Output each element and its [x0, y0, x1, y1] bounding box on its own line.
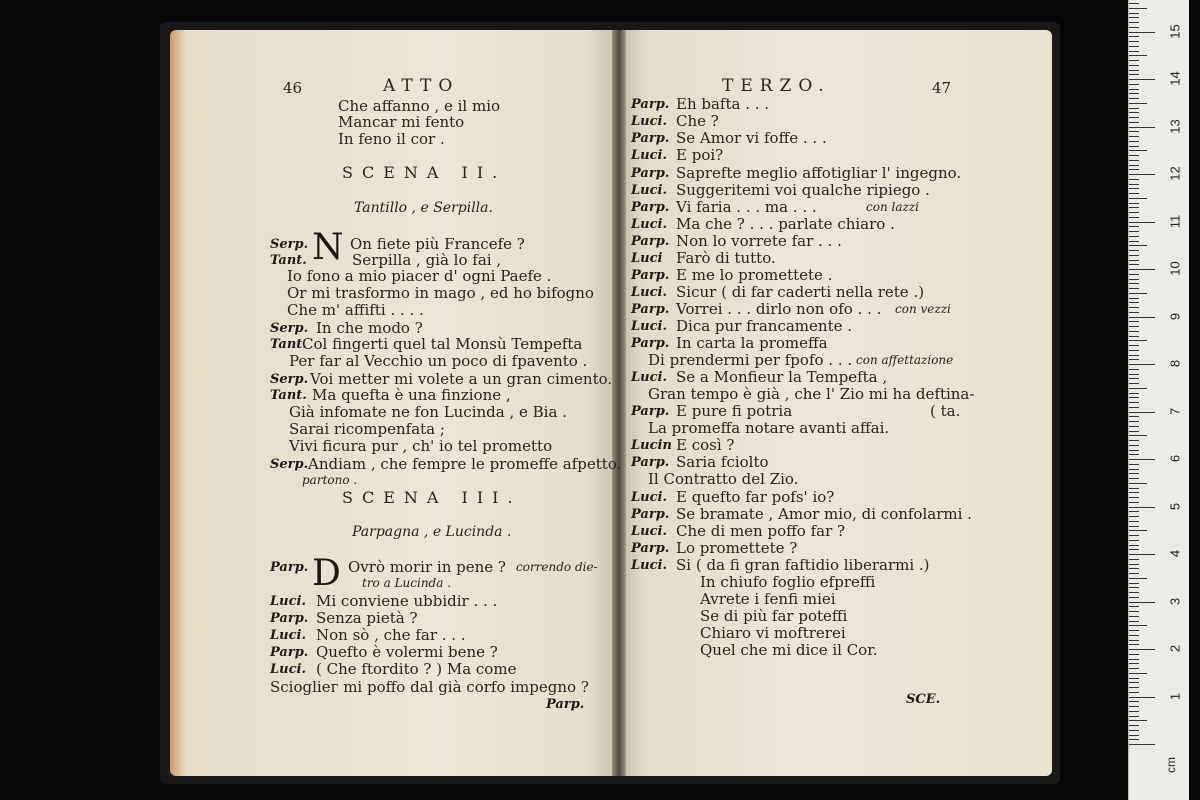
ruler-tick: [1129, 701, 1139, 702]
ruler-tick: [1129, 564, 1139, 565]
ruler-tick: [1129, 51, 1139, 52]
ruler-tick: [1129, 459, 1155, 460]
speaker-label: Luci.: [270, 662, 306, 677]
speaker-label: Parp.: [631, 404, 670, 419]
speaker-label: Luci.: [631, 524, 667, 539]
ruler-tick: [1129, 735, 1139, 736]
text-line: Parp.: [546, 697, 585, 712]
drop-cap: D: [312, 553, 341, 594]
text-line: Andiam , che fempre le promeffe afpetto.: [308, 455, 622, 473]
ruler-tick: [1129, 521, 1139, 522]
text-line: correndo die-: [516, 560, 598, 574]
ruler-tick: [1129, 146, 1139, 147]
ruler-tick: [1129, 79, 1155, 80]
ruler-number: 12: [1167, 166, 1183, 181]
text-line: On fiete più Francefe ?: [350, 235, 525, 253]
text-line: Tantillo , e Serpilla.: [354, 200, 493, 216]
ruler-tick: [1129, 55, 1147, 56]
ruler-tick: [1129, 730, 1139, 731]
ruler-tick: [1129, 697, 1155, 698]
text-line: Già infomate ne fon Lucinda , e Bia .: [289, 403, 567, 421]
ruler-number: 9: [1167, 312, 1183, 320]
ruler-tick: [1129, 222, 1155, 223]
ruler-tick: [1129, 421, 1139, 422]
text-line: SCENA III.: [342, 488, 522, 507]
ruler-tick: [1129, 22, 1139, 23]
ruler-tick: [1129, 231, 1139, 232]
ruler-tick: [1129, 298, 1139, 299]
ruler-tick: [1129, 217, 1139, 218]
speaker-label: Luci.: [631, 183, 667, 198]
ruler-tick: [1129, 70, 1139, 71]
ruler-tick: [1129, 616, 1139, 617]
ruler-tick: [1129, 602, 1155, 603]
ruler-tick: [1129, 160, 1139, 161]
speaker-label: Lucin: [631, 438, 672, 453]
text-line: Parpagna , e Lucinda .: [352, 524, 512, 540]
speaker-label: Luci.: [631, 114, 667, 129]
ruler-tick: [1129, 198, 1147, 199]
text-line: Mancar mi fento: [338, 113, 465, 131]
speaker-label: Parp.: [631, 302, 670, 317]
ruler-number: 10: [1167, 261, 1183, 276]
ruler-tick: [1129, 426, 1139, 427]
text-line: Quefto è volermi bene ?: [316, 643, 498, 661]
ruler-tick: [1129, 673, 1147, 674]
ruler-number: 1: [1167, 692, 1183, 700]
ruler-tick: [1129, 236, 1139, 237]
text-line: tro a Lucinda .: [362, 576, 452, 590]
page-number-left: 46: [283, 79, 303, 97]
ruler-tick: [1129, 250, 1139, 251]
text-line: Per far al Vecchio un poco di fpavento .: [289, 352, 588, 370]
ruler-tick: [1129, 184, 1139, 185]
running-head-right: TERZO.: [722, 76, 831, 96]
text-line: Sciogliег mi poffo dal già corfo impegno ?: [270, 678, 589, 696]
ruler-tick: [1129, 706, 1139, 707]
text-line: Eh bafta . . .: [676, 95, 770, 113]
ruler-tick: [1129, 440, 1139, 441]
text-line: In feno il cor .: [338, 130, 445, 148]
text-line: In che modo ?: [316, 319, 423, 337]
ruler-tick: [1129, 621, 1139, 622]
ruler-number: 15: [1167, 23, 1183, 39]
speaker-label: Luci.: [631, 217, 667, 232]
text-line: Vivi ficura pur , ch' io tel prometto: [289, 437, 553, 455]
text-line: Se di più far poteffi: [700, 607, 848, 625]
speaker-label: Serp.: [270, 457, 309, 472]
ruler-tick: [1129, 374, 1139, 375]
text-line: Avrete i fenfi miei: [700, 590, 836, 608]
ruler-tick: [1129, 587, 1139, 588]
speaker-label: Parp.: [631, 455, 670, 470]
ruler-tick: [1129, 93, 1139, 94]
ruler-tick: [1129, 103, 1147, 104]
text-line: Sicur ( di far caderti nella rete .): [676, 283, 925, 301]
text-line: Che di men poffo far ?: [676, 522, 846, 540]
text-line: Serpilla , già lo fai ,: [352, 251, 502, 269]
text-line: Non lo vorrete far . . .: [676, 232, 842, 250]
ruler-tick: [1129, 89, 1139, 90]
speaker-label: Luci.: [631, 319, 667, 334]
ruler-tick: [1129, 526, 1139, 527]
ruler-tick: [1129, 535, 1139, 536]
speaker-label: Luci.: [631, 285, 667, 300]
speaker-label: Parp.: [631, 336, 670, 351]
text-line: Che m' affifti . . . .: [287, 301, 424, 319]
ruler-tick: [1129, 174, 1155, 175]
ruler-tick: [1129, 412, 1155, 413]
ruler-tick: [1129, 46, 1139, 47]
text-line: Vorrei . . . dirlo non ofo . . .: [676, 300, 882, 318]
drop-cap: N: [312, 227, 344, 268]
speaker-label: Tant.: [270, 337, 307, 352]
speaker-label: Luci: [631, 251, 663, 266]
text-line: Senza pietà ?: [316, 609, 418, 627]
ruler-tick: [1129, 127, 1155, 128]
ruler-tick: [1129, 260, 1139, 261]
ruler-tick: [1129, 454, 1139, 455]
ruler-tick: [1129, 668, 1139, 669]
speaker-label: Tant.: [270, 253, 307, 268]
ruler-tick: [1129, 74, 1139, 75]
ruler-tick: [1129, 340, 1147, 341]
text-line: Ma quefta è una finzione ,: [312, 386, 511, 404]
ruler-tick: [1129, 241, 1139, 242]
speaker-label: Serp.: [270, 321, 309, 336]
ruler-tick: [1129, 212, 1139, 213]
ruler-tick: [1129, 269, 1155, 270]
ruler-tick: [1129, 364, 1155, 365]
text-line: Gran tempo è già , che l' Zio mi ha deftina-: [648, 385, 975, 403]
ruler-tick: [1129, 17, 1139, 18]
speaker-label: Luci.: [631, 148, 667, 163]
speaker-label: Parp.: [270, 645, 309, 660]
ruler-number: 8: [1167, 359, 1183, 368]
ruler-tick: [1129, 27, 1139, 28]
ruler-tick: [1129, 659, 1139, 660]
running-head-left: ATTO: [383, 76, 460, 96]
ruler-tick: [1129, 274, 1139, 275]
ruler-tick: [1129, 41, 1139, 42]
ruler-tick: [1129, 464, 1139, 465]
ruler-tick: [1129, 36, 1139, 37]
ruler-tick: [1129, 13, 1139, 14]
ruler-tick: [1129, 497, 1139, 498]
text-line: Saria fciolto: [676, 453, 769, 471]
text-line: Ovrò morir in pene ?: [348, 558, 506, 576]
ruler-tick: [1129, 331, 1139, 332]
ruler-tick: [1129, 312, 1139, 313]
text-line: Vi faria . . . ma . . .: [676, 198, 817, 216]
ruler-tick: [1129, 530, 1147, 531]
text-line: Col fingerti quel tal Monsù Tempefta: [302, 335, 583, 353]
ruler-tick: [1129, 264, 1139, 265]
ruler-tick: [1129, 136, 1139, 137]
text-line: Farò di tutto.: [676, 249, 776, 267]
ruler-tick: [1129, 245, 1147, 246]
ruler-tick: [1129, 540, 1139, 541]
ruler-tick: [1129, 165, 1139, 166]
speaker-label: Parp.: [631, 166, 670, 181]
text-line: Ma che ? . . . parlate chiaro .: [676, 215, 895, 233]
ruler-tick: [1129, 473, 1139, 474]
ruler-tick: [1129, 108, 1139, 109]
speaker-label: Parp.: [270, 560, 309, 575]
text-line: Che ?: [676, 112, 719, 130]
text-line: Se a Monfieur la Tempefta ,: [676, 368, 888, 386]
ruler-tick: [1129, 478, 1139, 479]
ruler-tick: [1129, 255, 1139, 256]
ruler-number: 7: [1167, 407, 1183, 415]
ruler-tick: [1129, 545, 1139, 546]
text-line: Sarai ricompenfata ;: [289, 420, 445, 438]
speaker-label: Parp.: [631, 234, 670, 249]
ruler-number: 11: [1167, 214, 1183, 228]
ruler-tick: [1129, 573, 1139, 574]
speaker-label: Serp.: [270, 372, 309, 387]
speaker-label: Luci.: [631, 490, 667, 505]
text-line: Lo promettete ?: [676, 539, 798, 557]
ruler-number: 6: [1167, 454, 1183, 463]
ruler-number: 5: [1167, 502, 1183, 510]
speaker-label: Luci.: [270, 594, 306, 609]
ruler-number: 13: [1167, 118, 1183, 134]
ruler-unit: cm: [1164, 757, 1178, 773]
ruler: [1128, 0, 1189, 800]
ruler-tick: [1129, 397, 1139, 398]
ruler-tick: [1129, 502, 1139, 503]
ruler-tick: [1129, 293, 1147, 294]
ruler-tick: [1129, 592, 1139, 593]
text-line: E pure fi potria: [676, 402, 793, 420]
text-line: Il Contratto del Zio.: [648, 470, 799, 488]
text-line: E quefto far pofs' io?: [676, 488, 835, 506]
ruler-tick: [1129, 507, 1155, 508]
text-line: Or mi trasformo in mago , ed ho bifogno: [287, 284, 594, 302]
ruler-tick: [1129, 84, 1139, 85]
speaker-label: Parp.: [631, 541, 670, 556]
ruler-tick: [1129, 388, 1147, 389]
ruler-tick: [1129, 635, 1139, 636]
ruler-tick: [1129, 597, 1139, 598]
text-line: Non sò , che far . . .: [316, 626, 466, 644]
ruler-tick: [1129, 393, 1139, 394]
ruler-tick: [1129, 483, 1147, 484]
text-line: Dica pur francamente .: [676, 317, 853, 335]
text-line: E poi?: [676, 146, 724, 164]
ruler-tick: [1129, 469, 1139, 470]
ruler-tick: [1129, 625, 1147, 626]
text-line: Se bramate , Amor mio, di confolarmi .: [676, 505, 972, 523]
ruler-tick: [1129, 611, 1139, 612]
text-line: Saprefte meglio affotigliar l' ingegno.: [676, 164, 962, 182]
ruler-tick: [1129, 682, 1139, 683]
ruler-tick: [1129, 516, 1139, 517]
speaker-label: Parp.: [631, 131, 670, 146]
ruler-tick: [1129, 383, 1139, 384]
ruler-tick: [1129, 606, 1139, 607]
ruler-tick: [1129, 720, 1147, 721]
ruler-tick: [1129, 207, 1139, 208]
ruler-tick: [1129, 511, 1139, 512]
ruler-tick: [1129, 112, 1139, 113]
text-line: con vezzi: [895, 302, 951, 316]
ruler-tick: [1129, 150, 1147, 151]
ruler-tick: [1129, 640, 1139, 641]
speaker-label: Parp.: [631, 97, 670, 112]
ruler-tick: [1129, 131, 1139, 132]
text-line: Se Amor vi foffe . . .: [676, 129, 827, 147]
ruler-tick: [1129, 355, 1139, 356]
book-gutter: [612, 30, 626, 776]
ruler-tick: [1129, 649, 1155, 650]
ruler-number: 14: [1167, 71, 1183, 86]
text-line: ( ta.: [930, 402, 961, 420]
ruler-tick: [1129, 435, 1147, 436]
text-line: In chiufo foglio efpreffi: [700, 573, 876, 591]
text-line: La promeffa notare avanti affai.: [648, 419, 890, 437]
ruler-tick: [1129, 336, 1139, 337]
page-number-right: 47: [932, 79, 952, 97]
ruler-tick: [1129, 678, 1139, 679]
speaker-label: Luci.: [631, 370, 667, 385]
ruler-tick: [1129, 188, 1139, 189]
speaker-label: Parp.: [270, 611, 309, 626]
speaker-label: Parp.: [631, 507, 670, 522]
text-line: E così ?: [676, 436, 735, 454]
ruler-tick: [1129, 654, 1139, 655]
speaker-label: Luci.: [631, 558, 667, 573]
ruler-tick: [1129, 141, 1139, 142]
ruler-tick: [1129, 687, 1139, 688]
ruler-tick: [1129, 302, 1139, 303]
ruler-tick: [1129, 326, 1139, 327]
text-line: Suggeritemi voi qualche ripiego .: [676, 181, 930, 199]
ruler-tick: [1129, 193, 1139, 194]
ruler-tick: [1129, 554, 1155, 555]
text-line: Quel che mi dice il Cor.: [700, 641, 878, 659]
ruler-tick: [1129, 169, 1139, 170]
speaker-label: Parp.: [631, 268, 670, 283]
ruler-tick: [1129, 416, 1139, 417]
ruler-tick: [1129, 350, 1139, 351]
speaker-label: Tant.: [270, 388, 307, 403]
ruler-tick: [1129, 692, 1139, 693]
ruler-tick: [1129, 716, 1139, 717]
speaker-label: Parp.: [631, 200, 670, 215]
ruler-tick: [1129, 488, 1139, 489]
speaker-label: Serp.: [270, 237, 309, 252]
ruler-tick: [1129, 578, 1147, 579]
text-line: Mi conviene ubbidir . . .: [316, 592, 498, 610]
ruler-tick: [1129, 179, 1139, 180]
ruler-tick: [1129, 345, 1139, 346]
ruler-tick: [1129, 445, 1139, 446]
ruler-tick: [1129, 450, 1139, 451]
ruler-tick: [1129, 155, 1139, 156]
text-line: con lazzi: [866, 200, 919, 214]
ruler-number: 2: [1167, 644, 1183, 653]
ruler-tick: [1129, 725, 1139, 726]
ruler-tick: [1129, 744, 1155, 745]
ruler-tick: [1129, 711, 1139, 712]
text-line: Di prendermi per fpofo . . .: [648, 351, 853, 369]
ruler-tick: [1129, 226, 1139, 227]
ruler-tick: [1129, 321, 1139, 322]
text-line: Io fono a mio piacer d' ogni Paefe .: [287, 267, 552, 285]
ruler-tick: [1129, 559, 1139, 560]
ruler-tick: [1129, 630, 1139, 631]
ruler-tick: [1129, 32, 1155, 33]
ruler-tick: [1129, 65, 1139, 66]
ruler-tick: [1129, 117, 1139, 118]
text-line: E me lo promettete .: [676, 266, 833, 284]
ruler-tick: [1129, 359, 1139, 360]
ruler-tick: [1129, 60, 1139, 61]
ruler-tick: [1129, 492, 1139, 493]
text-line: partono .: [302, 473, 358, 487]
ruler-tick: [1129, 568, 1139, 569]
text-line: Che affanno , e il mio: [338, 97, 501, 115]
ruler-tick: [1129, 549, 1139, 550]
text-line: SCE.: [906, 692, 941, 707]
text-line: Voi metter mi volete a un gran cimento.: [310, 370, 613, 388]
ruler-tick: [1129, 317, 1155, 318]
text-line: con affettazione: [856, 353, 954, 367]
ruler-number: 4: [1167, 549, 1183, 558]
text-line: Chiaro vi moftrerei: [700, 624, 846, 642]
text-line: In carta la promeffa: [676, 334, 828, 352]
ruler-tick: [1129, 203, 1139, 204]
text-line: Si ( da fi gran faftidio liberarmi .): [676, 556, 930, 574]
text-line: SCENA II.: [342, 163, 507, 182]
ruler-tick: [1129, 288, 1139, 289]
ruler-tick: [1129, 3, 1139, 4]
ruler-number: 3: [1167, 597, 1183, 605]
speaker-label: Luci.: [270, 628, 306, 643]
ruler-tick: [1129, 402, 1139, 403]
ruler-tick: [1129, 98, 1139, 99]
ruler-tick: [1129, 369, 1139, 370]
ruler-tick: [1129, 583, 1139, 584]
text-line: ( Che ftordito ? ) Ma come: [316, 660, 517, 678]
ruler-tick: [1129, 739, 1139, 740]
ruler-tick: [1129, 431, 1139, 432]
ruler-tick: [1129, 8, 1147, 9]
ruler-tick: [1129, 407, 1139, 408]
ruler-tick: [1129, 307, 1139, 308]
ruler-tick: [1129, 378, 1139, 379]
ruler-tick: [1129, 663, 1139, 664]
ruler-tick: [1129, 644, 1139, 645]
ruler-tick: [1129, 279, 1139, 280]
ruler-tick: [1129, 122, 1139, 123]
ruler-tick: [1129, 283, 1139, 284]
